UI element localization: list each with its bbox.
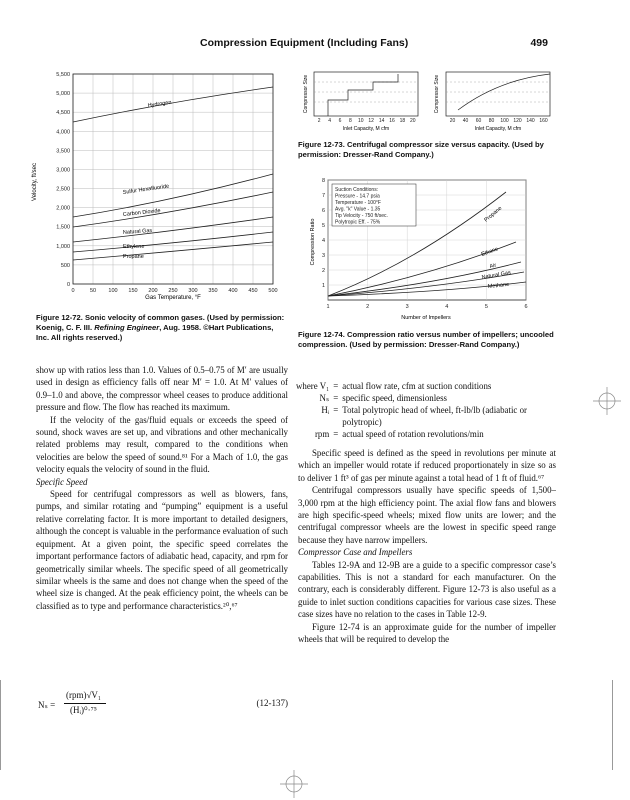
fig73-right-x-ticks <box>450 118 548 124</box>
fig72-label-sf6: Sulfur Hexafluoride <box>122 183 170 196</box>
fig73-left-x-tick: 20 <box>410 118 416 124</box>
registration-mark <box>280 770 308 798</box>
fig74-y-tick: 5 <box>321 223 325 229</box>
fig74-x-tick: 3 <box>405 304 409 310</box>
eq-denominator: (Hᵢ)⁰·⁷⁵ <box>70 705 97 715</box>
fig72-y-tick: 1,500 <box>56 224 70 231</box>
fig74-label-methane: Methane <box>487 281 510 290</box>
fig72-x-tick: 500 <box>268 288 278 294</box>
fig72-x-axis-label: Gas Temperature, °F <box>145 295 201 301</box>
right-paragraph-2: Centrifugal compressors usually have specific speeds of 1,500–3,000 rpm at the high efficiency point. The axial flow fans and blowers are high specific-speed wheels; mixed flow units are lower; and the centrifugal compressor wheels are the lowest in specific speed range because they have narrow impellers. <box>298 485 556 545</box>
fig72-label-natural-gas: Natural Gas <box>122 227 153 236</box>
left-paragraph-1: show up with ratios less than 1.0. Values of 0.5–0.75 of M′ are usually used in design as efficiency falls off near M′ = 1.0. At M′ values of 0.9–1.0 and above, the compressor wheel ceases to produce additional pressure and flow. The flow has reached its maximum. <box>36 365 288 413</box>
fig72-y-tick: 3,000 <box>56 167 70 174</box>
fig73-left-x-tick: 14 <box>378 118 385 124</box>
fig73-left-y-label: Compressor Size <box>303 74 309 114</box>
fig72-label-hydrogen: Hydrogen <box>147 99 172 109</box>
left-paragraph-3: Speed for centrifugal compressors as well as blowers, fans, pumps, and similar rotating and “pumping” equipment is a useful relative correlating factor. It is more important to detailed designers, although the concept is valuable in the performance evaluation of such equipment. At a given point, the specific speed correlates the important performance factors of adiabatic head, capacity, and rpm for geometrically similar wheels. The specific speed of all geometrically similar wheels is the same and does not change when the speed of the wheel size is changed. At the peak efficiency point, the wheels can be classified as to type and performance characteristics.²⁰,⁶⁷ <box>36 489 288 611</box>
where-row: rpm = actual speed of rotation revolutions/min <box>314 429 484 439</box>
fig73-left-frame <box>314 72 418 116</box>
fig73-right-x-tick: 160 <box>539 118 548 124</box>
fig73-right-x-tick: 140 <box>526 118 535 124</box>
fig73-right-y-label: Compressor Size <box>434 74 440 114</box>
fig73-right-x-tick: 60 <box>475 118 482 124</box>
running-header <box>0 37 630 53</box>
header-title: Compression Equipment (Including Fans) <box>200 37 409 49</box>
eq-number: (12-137) <box>256 698 288 708</box>
fig74-x-tick: 5 <box>484 304 488 310</box>
fig74-x-tick: 1 <box>326 304 330 310</box>
fig72-y-tick-labels <box>56 72 70 288</box>
where-row: where V₁ = actual flow rate, cfm at suction conditions <box>296 381 492 391</box>
fig74-y-tick: 4 <box>321 238 325 244</box>
fig72-y-tick: 500 <box>60 262 70 269</box>
fig72-y-tick: 4,500 <box>56 110 70 117</box>
right-paragraph-1: Specific speed is defined as the speed in revolutions per minute at which an impeller would rotate if reduced proportionately in size so as to deliver 1 ft³ of gas per minute against a total head of 1 ft of fluid.⁶⁷ <box>298 448 556 483</box>
fig73-right-x-label: Inlet Capacity, M cfm <box>474 126 522 132</box>
crop-mark <box>0 680 1 770</box>
fig74-y-tick: 8 <box>321 178 325 184</box>
fig73-left-x-tick: 16 <box>389 118 395 124</box>
fig72-y-tick: 0 <box>66 282 70 288</box>
fig72-y-tick: 5,500 <box>56 72 70 78</box>
fig73-right-x-tick: 100 <box>500 118 509 124</box>
fig72-x-tick-labels <box>71 288 277 294</box>
fig72-y-axis-label: Velocity, ft/sec <box>32 163 38 201</box>
fig73-left-x-tick: 12 <box>368 118 374 124</box>
fig72-x-tick: 350 <box>208 288 218 294</box>
fig73-left-x-tick: 18 <box>399 118 406 124</box>
fig74-legend-line: Pressure - 14.7 psia <box>335 193 380 200</box>
fig73-right-x-tick: 20 <box>449 118 456 124</box>
fig74-x-tick: 6 <box>524 304 528 310</box>
fig73-left-x-tick: 4 <box>328 118 331 124</box>
fig72-label-co2: Carbon Dioxide <box>122 208 161 218</box>
eq-lhs: Nₛ = <box>38 700 56 710</box>
equation-12-137 <box>36 690 288 720</box>
fig73-right-x-tick: 80 <box>488 118 495 124</box>
fig74-y-tick: 2 <box>321 268 325 274</box>
fig74-x-axis-label: Number of Impellers <box>401 315 451 321</box>
fig74-legend-line: Polytropic Eff. - 75% <box>335 219 381 226</box>
fig72-x-tick: 0 <box>71 288 75 294</box>
fig72-x-tick: 100 <box>108 288 118 294</box>
crop-mark <box>612 680 613 770</box>
figure-12-73 <box>298 70 554 132</box>
fig74-y-tick: 1 <box>321 283 325 289</box>
fig72-y-tick: 5,000 <box>56 91 70 98</box>
heading-specific-speed: Specific Speed <box>36 476 88 487</box>
fig72-x-tick: 250 <box>168 288 178 294</box>
fig72-grid <box>73 74 273 284</box>
fig72-x-tick: 150 <box>128 288 138 294</box>
fig74-y-ticks <box>322 178 325 289</box>
fig72-label-ethylene: Ethylene <box>123 244 145 250</box>
registration-mark <box>593 387 621 415</box>
fig74-y-axis-label: Compression Ratio <box>310 218 316 266</box>
fig72-caption: Figure 12-72. Sonic velocity of common gases. (Used by permission: Koenig, C. F. III. Refining Engineer, Aug. 1958. ©Hart Publications, Inc. All rights reserved.) <box>36 313 285 342</box>
fig72-x-tick: 300 <box>188 288 198 294</box>
fig74-legend-line: Tip Velocity - 750 ft/sec. <box>335 213 388 219</box>
figure-12-74 <box>306 172 536 322</box>
left-paragraph-2: If the velocity of the gas/fluid equals or exceeds the speed of sound, shock waves are set up, and vibrations and other mechanically related problems may result, compared to the conditions when velocities are below the speed of sound.⁸¹ For a Mach of 1.0, the gas velocity equals the velocity of sound in the fluid. <box>36 414 288 475</box>
fig73-right-frame <box>446 72 550 116</box>
fig74-y-tick: 6 <box>321 208 325 214</box>
fig74-label-air: Air <box>489 262 498 270</box>
fig72-x-tick: 400 <box>228 288 238 294</box>
fig74-label-natural-gas: Natural Gas <box>481 269 512 281</box>
fig74-legend-line: Temperature - 100°F <box>335 200 381 206</box>
right-paragraph-4: Figure 12-74 is an approximate guide for the number of impeller wheels that will be required to develop the <box>298 621 556 645</box>
page-number: 499 <box>530 37 548 49</box>
fig74-y-tick: 3 <box>321 253 325 259</box>
fig73-right-x-tick: 120 <box>513 118 522 124</box>
fig74-y-tick: 7 <box>321 193 325 199</box>
fig73-left-x-tick: 8 <box>349 118 352 124</box>
fig72-y-tick: 2,000 <box>56 205 70 212</box>
figure-12-72 <box>28 62 283 302</box>
fig72-x-tick: 50 <box>89 288 97 294</box>
fig74-legend-line: Avg. "k" Value - 1.35 <box>335 206 381 213</box>
fig72-y-tick: 2,500 <box>56 186 70 193</box>
fig74-label-propane: Propane <box>483 205 504 224</box>
fig72-y-tick: 4,000 <box>56 129 70 136</box>
fig73-left-x-label: Inlet Capacity, M cfm <box>342 126 390 132</box>
fig73-left-steps <box>328 74 398 116</box>
fig74-legend-line: Suction Conditions: <box>335 187 379 193</box>
fig72-y-tick: 3,500 <box>56 148 70 155</box>
right-column <box>298 447 556 646</box>
fig74-x-ticks <box>326 304 527 310</box>
fig73-left-x-tick: 6 <box>338 118 342 124</box>
fig72-label-propane: Propane <box>123 254 144 260</box>
fig72-x-tick: 450 <box>248 288 258 294</box>
where-row: Hᵢ = Total polytropic head of wheel, ft-lb/lb (adiabatic or polytropic) <box>321 405 527 427</box>
fig72-x-tick: 200 <box>148 288 158 294</box>
fig73-left-x-ticks <box>318 118 416 124</box>
eq-numerator: (rpm)√V₁ <box>66 690 102 700</box>
where-row: Nₛ = specific speed, dimensionless <box>319 393 448 403</box>
fig74-x-tick: 4 <box>445 304 449 310</box>
left-column <box>36 364 288 612</box>
fig74-label-ethane: Ethane <box>480 246 500 258</box>
fig74-x-tick: 2 <box>366 304 370 310</box>
heading-compressor-case: Compressor Case and Impellers <box>298 547 413 558</box>
right-paragraph-3: Tables 12-9A and 12-9B are a guide to a specific compressor case’s capabilities. This is not a standard for each manufacturer. On the contrary, each is considerably different. Figure 12-73 is also useful as a guide to inlet suction conditions capacities for various case sizes. These case sizes have no relation to the cases in Table 12-9. <box>298 559 556 620</box>
where-definitions <box>294 380 556 440</box>
fig73-left-x-tick: 10 <box>358 118 364 124</box>
fig73-caption: Figure 12-73. Centrifugal compressor size versus capacity. (Used by permission: Dresser-Rand Company.) <box>298 140 544 159</box>
fig72-y-tick: 1,000 <box>56 243 70 250</box>
fig73-right-x-tick: 40 <box>462 118 469 124</box>
fig74-caption: Figure 12-74. Compression ratio versus number of impellers; uncooled compression. (Used by permission: Dresser-Rand Company.) <box>298 330 554 349</box>
fig73-left-x-tick: 2 <box>317 118 321 124</box>
